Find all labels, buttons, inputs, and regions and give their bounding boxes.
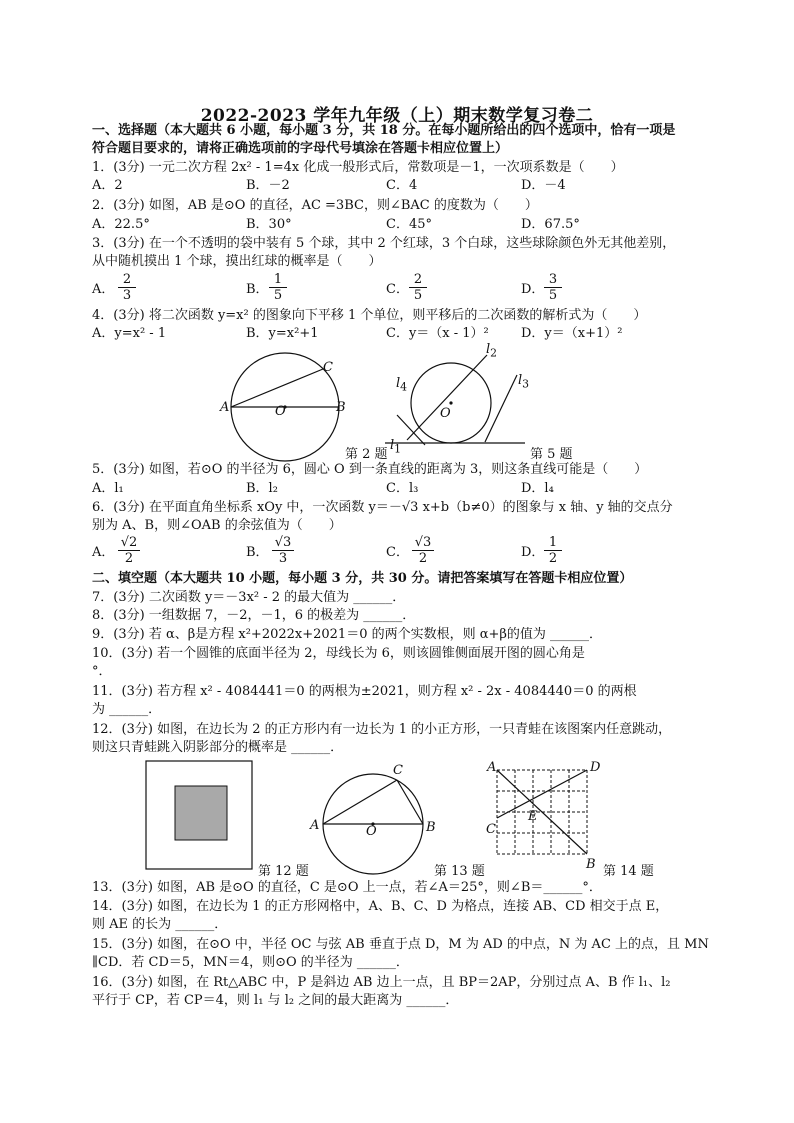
q10-text-cont: °． [92,664,112,679]
figure-12-squares [145,760,255,872]
q1-option-b: B．－2 [246,178,290,193]
q5-option-b: B．l₂ [246,481,278,496]
q2-text: 2．(3分) 如图，AB 是⊙O 的直径，AC =3BC，则∠BAC 的度数为（ ） [92,198,538,213]
q3-frac-c: 2 5 [403,272,433,303]
q6-text: 6．(3分) 在平面直角坐标系 xOy 中，一次函数 y＝－√3 x+b（b≠0）的图象与 x 轴、y 轴的交点分 [92,500,673,515]
q5-option-c: C．l₃ [386,481,419,496]
q6-option-d: D． [521,545,545,560]
fig5-caption: 第 5 题 [530,447,573,462]
q9-text: 9．(3分) 若 α、β是方程 x²+2022x+2021＝0 的两个实数根，则 α+β的值为 ______． [92,627,603,642]
fig13-caption: 第 13 题 [434,864,485,879]
fig5-label-l4: $l_4$ [396,376,408,394]
fig2-label-a: A [220,400,230,415]
q12-text: 12．(3分) 如图，在边长为 2 的正方形内有一边长为 1 的小正方形，一只青蛙在该图案内任意跳动， [92,722,672,737]
q3-option-d: D． [521,282,545,297]
fig5-label-l3: $l_3$ [518,373,530,391]
q3-text-cont: 从中随机摸出 1 个球，摸出红球的概率是（ ） [92,254,382,269]
q3-frac-b: 1 5 [263,272,293,303]
section2-heading: 二、填空题（本大题共 10 小题，每小题 3 分，共 30 分。请把答案填写在答题卡相应位置） [92,571,633,586]
fig2-label-b: B [336,400,346,415]
fig14-label-a: A [487,760,497,775]
q3-option-a: A． [92,282,115,297]
fig14-label-b: B [586,857,596,872]
fig14-label-d: D [590,760,601,775]
fig12-caption: 第 12 题 [258,864,309,879]
fig14-caption: 第 14 题 [603,864,654,879]
fig2-caption: 第 2 题 [345,447,388,462]
q6-text-cont: 别为 A、B，则∠OAB 的余弦值为（ ） [92,518,342,533]
q4-option-b: B．y=x²+1 [246,326,319,341]
q15-text-cont: ∥CD．若 CD＝5，MN＝4，则⊙O 的半径为 ______． [92,955,409,970]
q5-text: 5．(3分) 如图，若⊙O 的半径为 6，圆心 O 到一条直线的距离为 3，则这条直线可能是（ ） [92,462,648,477]
q6-option-c: C． [386,545,409,560]
q6-frac-b: √3 3 [266,535,300,566]
figure-13-circle-triangle [315,760,435,875]
page-title: 2022-2023 学年九年级（上）期末数学复习卷二 [200,106,594,126]
q15-text: 15．(3分) 如图，在⊙O 中，半径 OC 与弦 AB 垂直于点 D，M 为 AD 的中点，N 为 AC 上的点，且 MN [92,937,709,952]
fig14-label-c: C [486,822,496,837]
q16-text-cont: 平行于 CP，若 CP＝4，则 l₁ 与 l₂ 之间的最大距离为 ______． [92,993,459,1008]
q3-option-c: C． [386,282,409,297]
fig5-label-o: O [440,406,451,421]
fig13-label-b: B [426,820,436,835]
q1-option-c: C．4 [386,178,418,193]
fig5-label-l2: $l_2$ [486,342,498,360]
fig13-label-o: O [366,824,377,839]
q6-option-a: A． [92,545,115,560]
q6-frac-c: √3 2 [406,535,440,566]
q4-text: 4．(3分) 将二次函数 y=x² 的图象向下平移 1 个单位，则平移后的二次函数的解析式为（ ） [92,308,647,323]
section1-heading-cont: 符合题目要求的，请将正确选项前的字母代号填涂在答题卡相应位置上） [92,141,509,156]
section1-heading: 一、选择题（本大题共 6 小题，每小题 3 分，共 18 分。在每小题所给出的四个选项中，恰有一项是 [92,123,676,138]
q1-text: 1．(3分) 一元二次方程 2x² - 1=4x 化成一般形式后，常数项是－1，一次项系数是（ ） [92,160,624,175]
fig13-label-c: C [393,763,403,778]
q13-text: 13．(3分) 如图，AB 是⊙O 的直径，C 是⊙O 上一点，若∠A＝25°，则∠B＝______°． [92,880,602,895]
q4-option-c: C．y＝（x - 1）² [386,326,489,341]
q4-option-d: D．y＝（x+1）² [521,326,623,341]
q6-frac-d: 1 2 [538,535,568,566]
q14-text: 14．(3分) 如图，在边长为 1 的正方形网格中，A、B、C、D 为格点，连接 AB、CD 相交于点 E， [92,899,669,914]
q5-option-a: A．l₁ [92,481,124,496]
q3-text: 3．(3分) 在一个不透明的袋中装有 5 个球，其中 2 个红球，3 个白球，这些球除颜色外无其他差别， [92,236,676,251]
q2-option-c: C．45° [386,217,432,232]
fig2-label-o: O [275,404,286,419]
q7-text: 7．(3分) 二次函数 y＝－3x² - 2 的最大值为 ______． [92,590,406,605]
q12-text-cont: 则这只青蛙跳入阴影部分的概率是 ______． [92,740,344,755]
q16-text: 16．(3分) 如图，在 Rt△ABC 中，P 是斜边 AB 边上一点，且 BP＝2AP，分别过点 A、B 作 l₁、l₂ [92,975,671,990]
fig2-label-c: C [323,360,333,375]
fig13-label-a: A [310,818,320,833]
q4-option-a: A．y=x² - 1 [92,326,167,341]
q1-option-d: D．－4 [521,178,566,193]
q11-text-cont: 为 ______． [92,702,162,717]
q3-frac-d: 3 5 [538,272,568,303]
q1-option-a: A．2 [92,178,123,193]
q14-text-cont: 则 AE 的长为 ______． [92,917,228,932]
q3-frac-a: 2 3 [112,272,142,303]
q8-text: 8．(3分) 一组数据 7，－2，－1，6 的极差为 ______． [92,608,416,623]
q10-text: 10．(3分) 若一个圆锥的底面半径为 2，母线长为 6，则该圆锥侧面展开图的圆心角是 [92,646,585,661]
q2-option-b: B．30° [246,217,292,232]
q3-option-b: B． [246,282,269,297]
q11-text: 11．(3分) 若方程 x² - 4084441＝0 的两根为±2021，则方程 x² - 2x - 4084440＝0 的两根 [92,684,637,699]
q2-option-a: A．22.5° [92,217,150,232]
figure-14-grid [495,768,590,860]
q2-option-d: D．67.5° [521,217,580,232]
q6-option-b: B． [246,545,269,560]
fig5-label-l1: $l_1$ [390,438,402,456]
q6-frac-a: √2 2 [112,535,146,566]
figure-5-circle-lines [385,345,545,450]
q5-option-d: D．l₄ [521,481,554,496]
fig14-label-e: E [528,809,538,824]
